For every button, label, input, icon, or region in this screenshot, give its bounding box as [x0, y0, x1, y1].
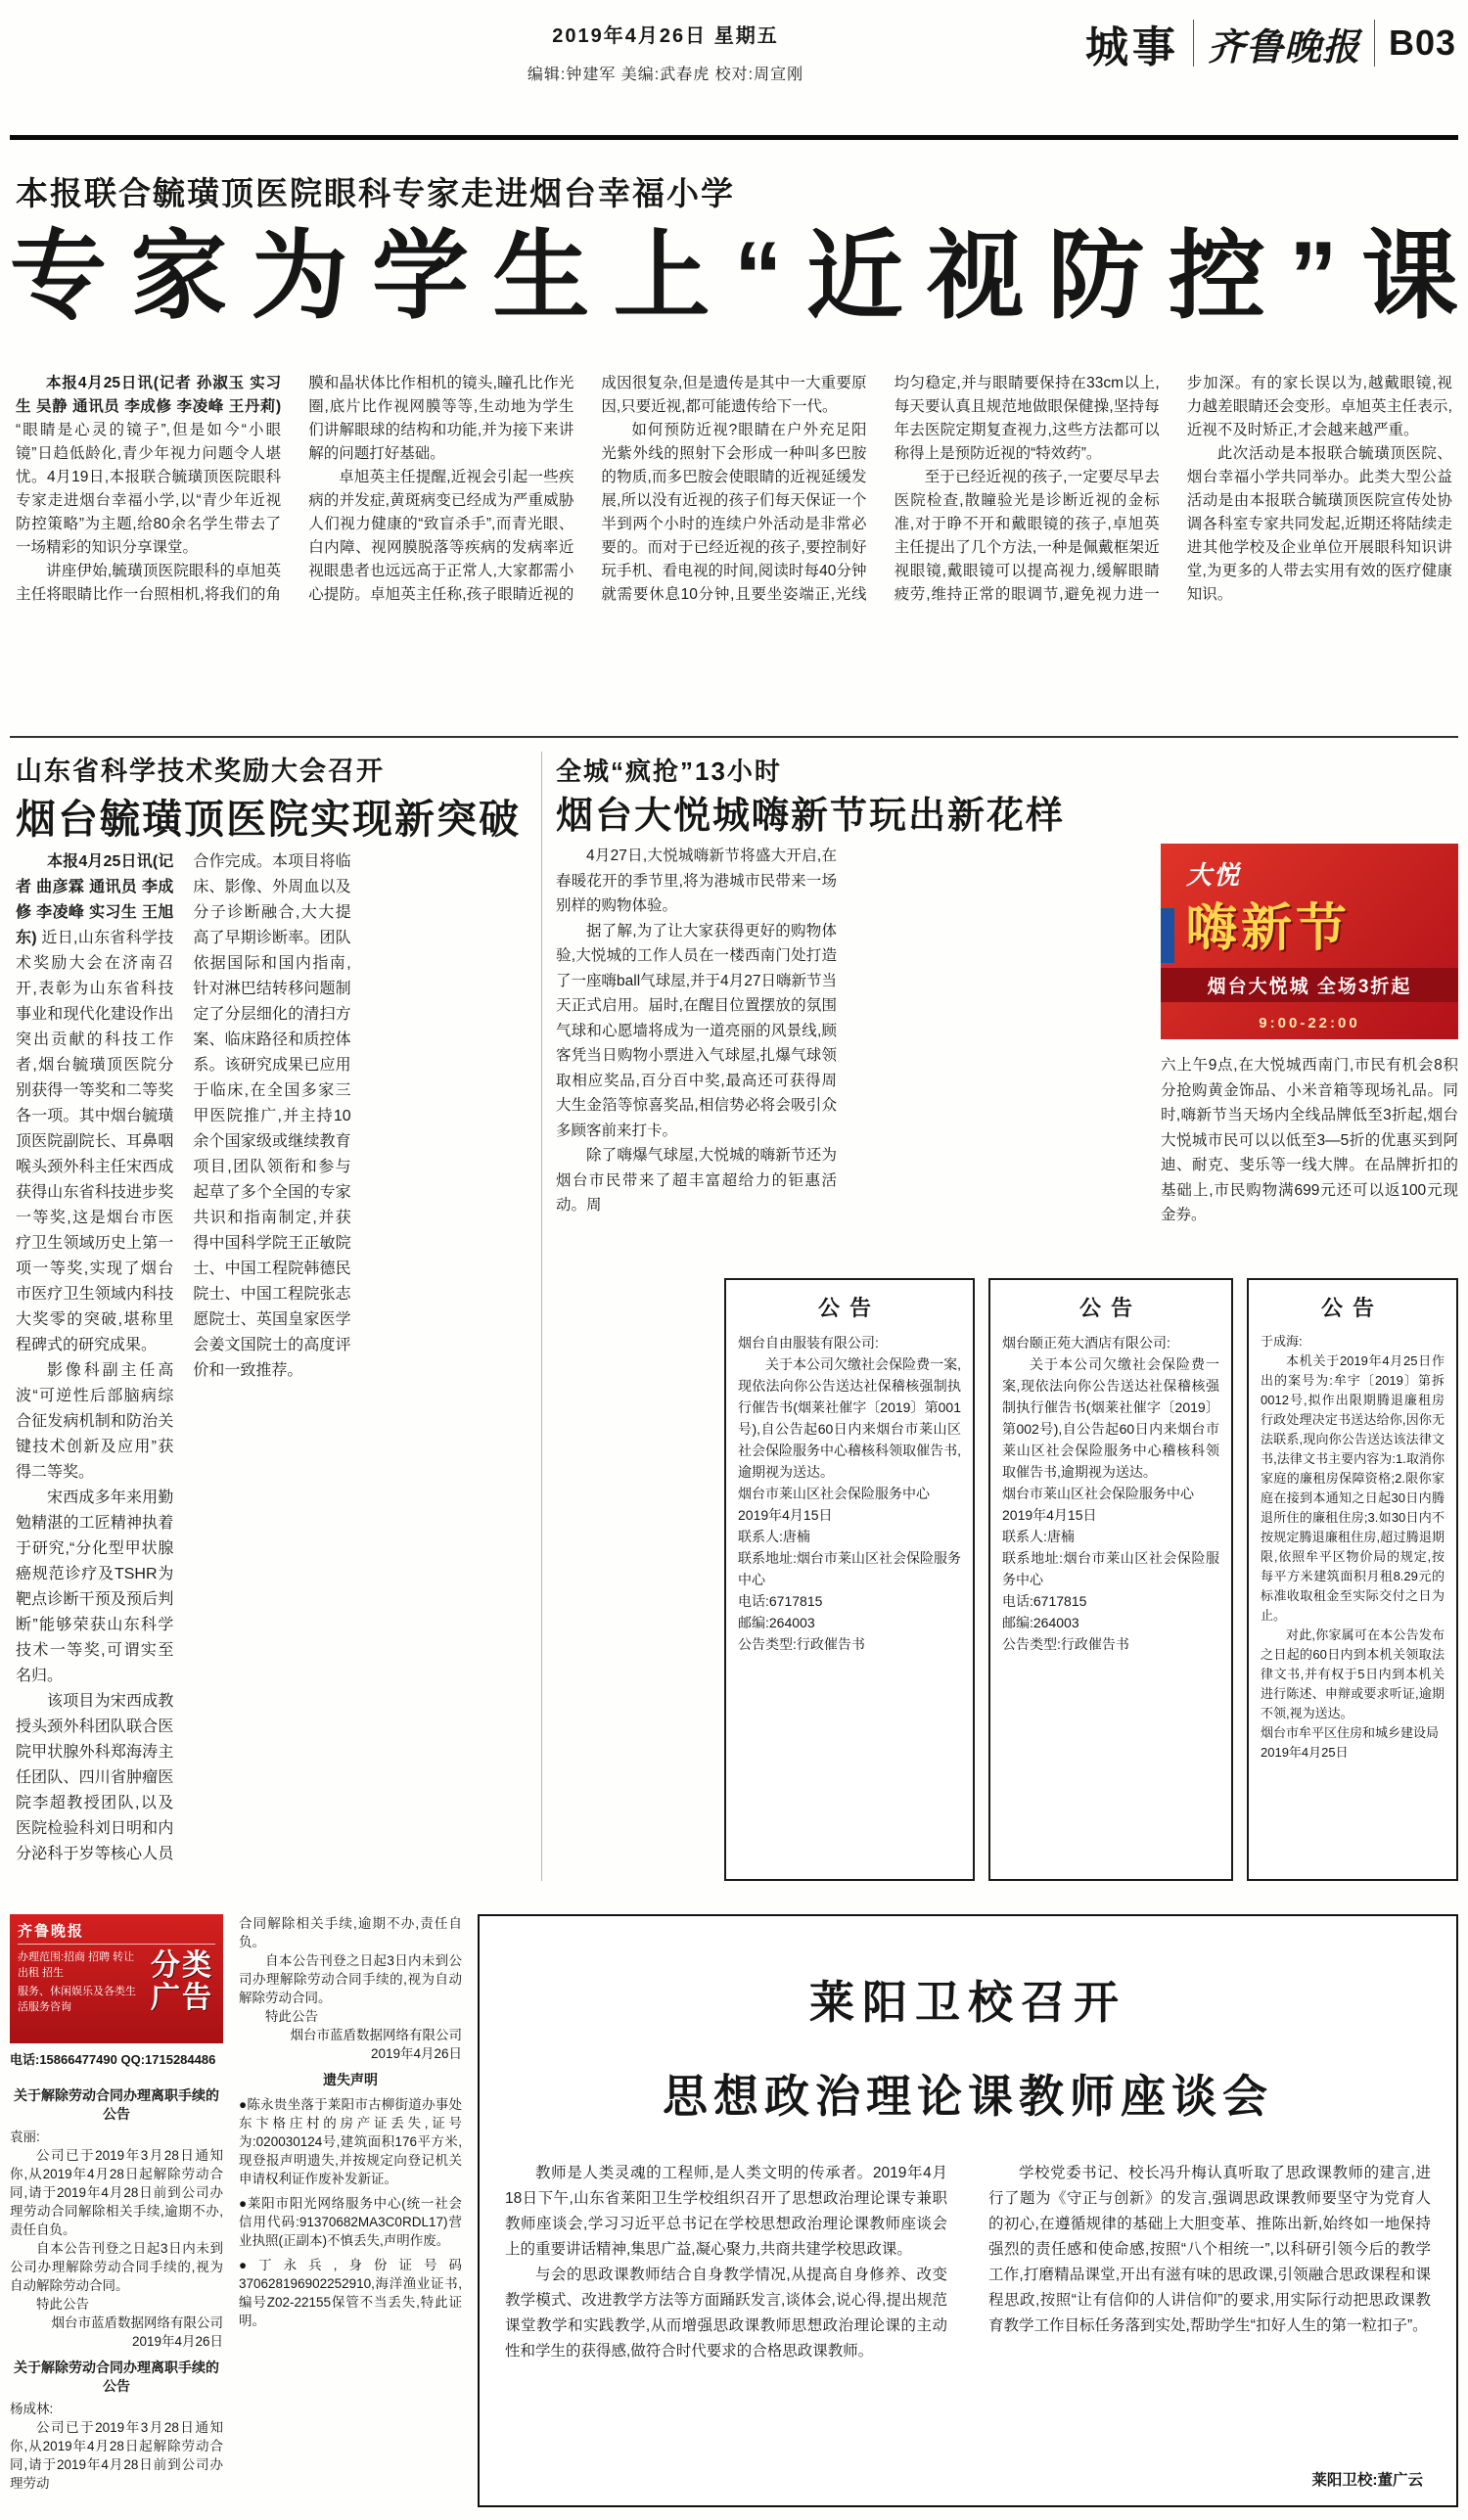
paragraph: 教师是人类灵魂的工程师,是人类文明的传承者。2019年4月18日下午,山东省莱阳卫生学校组织召开了思想政治理论课专兼职教师座谈会,学习习近平总书记在学校思想政治理论课教师座谈会上的重要讲话精神,集思广益,凝心聚力,共商共建学校思政课。: [505, 2165, 947, 2258]
block-p0: 公告类型:行政催告书: [738, 1636, 865, 1652]
block-p0: 于成海:: [1261, 1334, 1303, 1349]
promo-hours: 9:00-22:00: [1259, 1015, 1360, 1031]
paragraph: 据了解,为了让大家获得更好的购物体验,大悦城的工作人员在一楼西南门处打造了一座嗨ball气球屋,并于4月27日嗨新节当天正式启用。届时,在醒目位置摆放的氛围气球和心愿墙将成为一道亮丽的风景线,顾客凭当日购物小票进入气球屋,扎爆气球领取相应奖品,百分百中奖,最高还可获得周大生金箔等惊喜奖品,相信势必将会吸引众多顾客前来打卡。: [556, 922, 837, 1139]
paragraph: 除了嗨爆气球屋,大悦城的嗨新节还为烟台市民带来了超丰富超给力的钜惠活动。周: [556, 1147, 837, 1214]
paragraph: 卓旭英主任提醒,近视会引起一些疾病的并发症,黄斑病变已经成为严重威胁人们视力健康的“致盲杀手”,而青光眼、白内障、视网膜脱落等疾病的发病率近视眼患者也远远高于正常人,大家都需小心提防。卓旭英主任称,孩子眼睛近视的成因很复杂,但是遗传是其中一大重要原因,只要近视,都可能遗传给下一代。: [308, 375, 867, 603]
lead-byline: 本报4月25日讯(记者 孙淑玉 实习生 吴静 通讯员 李成修 李凌峰 王丹莉): [16, 375, 282, 415]
classified-banner-title: 分类广告: [151, 1949, 213, 2014]
paragraph: 与会的思政课教师结合自身教学情况,从提高自身修养、改变教学模式、改进教学方法等方面踊跃发言,谈体会,说心得,提出规范课堂教学和实践教学,从而增强思政课教师思想政治理论课的主动性和学生的获得感,做符合时代要求的合格思政课教师。: [505, 2267, 947, 2360]
block-p0: 杨成林:: [10, 2402, 54, 2416]
award-article-body: [16, 849, 528, 1881]
block-right: 烟台市莱山区社会保险服务中心: [738, 1486, 930, 1501]
classified-column-2: [239, 1914, 462, 2505]
page-number: B03: [1388, 23, 1456, 63]
paragraph: 该项目为宋西成教授头颈外科团队联合医院甲状腺外科郑海涛主任团队、四川省肿瘤医院李超教授团队,以及医院检验科刘日明和内分泌科于岁等核心人员合作完成。本项目将临床、影像、外周血以及分子诊断融合,大大提高了早期诊断率。团队依据国际和国内指南,针对淋巴结转移问题制定了分层细化的清扫方案、临床路径和质控体系。该研究成果已应用于临床,在全国多家三甲医院推广,并主持10余个国家级或继续教育项目,团队领衔和参与起草了多个全国的专家共识和指南制定,并获得中国科学院王正敏院士、中国工程院韩德民院士、中国工程院张志愿院士、英国皇家医学会姜文国院士的高度评价和一致推荐。: [16, 853, 351, 1862]
block-p0: 联系人:唐楠: [1002, 1529, 1075, 1544]
block-p: 自本公告刊登之日起3日内未到公司办理解除劳动合同手续的,视为自动解除劳动合同。: [10, 2241, 223, 2293]
mall-headline: 烟台大悦城嗨新节玩出新花样: [556, 796, 1066, 837]
block-p0: 联系地址:烟台市莱山区社会保险服务中心: [1002, 1550, 1219, 1587]
block-p: 关于本公司欠缴社会保险费一案,现依法向你公告送达社保稽核强制执行催告书(烟莱社催字〔2019〕第001号),自公告起60日内来烟台市莱山区社会保险服务中心稽核科领取催告书,逾期视为送达。: [738, 1356, 961, 1480]
school-headline-line2: 思想政治理论课教师座谈会: [663, 2071, 1273, 2122]
block-p0: 联系人:唐楠: [738, 1529, 810, 1544]
paragraph: 如何预防近视?眼睛在户外充足阳光紫外线的照射下会形成一种叫多巴胺的物质,而多巴胺会使眼睛的近视延缓发展,所以没有近视的孩子们每天保证一个半到两个小时的连续户外活动是非常必要的。而对于已经近视的孩子,要控制好玩手机、看电视的时间,阅读时每40分钟就需要休息10分钟,且要坐姿端正,光线均匀稳定,并与眼睛要保持在33cm以上,每天要认真且规范地做眼保健操,坚持每年去医院定期复查视力,这些方法都可以称得上是预防近视的“特效药”。: [601, 375, 1160, 603]
block-p0: 联系地址:烟台市莱山区社会保险服务中心: [738, 1550, 961, 1587]
block-title: 关于解除劳动合同办理离职手续的公告: [14, 2087, 219, 2122]
notice-1-body: [738, 1332, 961, 1655]
block-right: 烟台市莱山区社会保险服务中心: [1002, 1486, 1194, 1501]
block-p: 自本公告刊登之日起3日内未到公司办理解除劳动合同手续的,视为自动解除劳动合同。: [239, 1953, 462, 2005]
block-p: 关于本公司欠缴社会保险费一案,现依法向你公告送达社保稽核强制执行催告书(烟莱社催字〔2019〕第002号),自公告起60日内来烟台市莱山区社会保险服务中心稽核科领取催告书,逾期视为送达。: [1002, 1356, 1219, 1480]
notice-3-title: 公告: [1320, 1296, 1384, 1320]
school-headline-line1: 莱阳卫校召开: [809, 1977, 1126, 2028]
block-p: 公司已于2019年3月28日通知你,从2019年4月28日起解除劳动合同,请于2019年4月28日前到公司办理劳动: [10, 2420, 223, 2491]
paragraph: 影像科副主任高波“可逆性后部脑病综合征发病机制和防治关键技术创新及应用”获得二等奖。: [16, 1362, 174, 1481]
promo-subtitle: 烟台大悦城 全场3折起: [1161, 968, 1458, 1002]
block-right: 烟台市蓝盾数据网络有限公司: [290, 2028, 462, 2042]
date-line: 2019年4月26日 星期五: [552, 25, 779, 47]
block-p0: 邮编:264003: [1002, 1615, 1079, 1630]
school-signature: 莱阳卫校:董广云: [1311, 2472, 1423, 2489]
section-title: 城事: [1084, 23, 1179, 71]
promo-brand: 大悦: [1186, 860, 1242, 890]
notice-box-2: [988, 1278, 1233, 1881]
block-right: 2019年4月26日: [370, 2046, 462, 2061]
mall-paragraphs: [556, 844, 837, 1218]
promo-blue-tag: [1161, 908, 1174, 963]
classified-scope-lines: [18, 1949, 145, 2018]
classified-ad-banner: [10, 1914, 223, 2043]
block-right: 2019年4月15日: [738, 1507, 833, 1523]
mall-article-body: [556, 844, 1143, 1264]
mall-kicker: 全城“疯抢”13小时: [556, 756, 782, 786]
paragraph: 学校党委书记、校长冯升梅认真听取了思政课教师的建言,进行了题为《守正与创新》的发言,强调思政课教师要坚守为党育人的初心,在遵循规律的基础上大胆变革、推陈出新,始终如一地保持强烈的责任感和使命感,按照“八个相统一”,以科研引领今后的教学工作,打磨精品课堂,开出有滋有味的思政课,引领融合思政课程和课程思政,按照“让有信仰的人讲信仰”的要求,用实际行动把思政课教育教学工作目标任务落到实处,帮助学生“扣好人生的第一粒扣子”。: [988, 2165, 1431, 2334]
classified-scope-line: 服务、休闲娱乐及各类生活服务咨询: [18, 1986, 136, 2013]
block-bullet: ●莱阳市阳光网络服务中心(统一社会信用代码:91370682MA3C0RDL17)营业执照(正副本)不慎丢失,声明作废。: [239, 2196, 462, 2248]
column-divider-rule: [541, 752, 542, 1881]
block-p0: 公告类型:行政催告书: [1002, 1636, 1129, 1652]
award-first-paragraph: [16, 849, 173, 1358]
block-p0: 袁丽:: [10, 2130, 40, 2144]
block-p: 公司已于2019年3月28日通知你,从2019年4月28日起解除劳动合同,请于2019年4月28日前到公司办理劳动合同解除相关手续,逾期不办,责任自负。: [10, 2148, 223, 2237]
block-p: 本机关于2019年4月25日作出的案号为:牟宇〔2019〕第拆0012号,拟作出限期腾退廉租房行政处理决定书送达给你,因你无法联系,现向你公告送达该法律文书,法律文书主要内容为:1.取消你家庭的廉租房保障资格;2.限你家庭在接到本通知之日起30日内腾退所住的廉租住房;3.如30日内不按规定腾退廉租住房,超过腾退期限,依照牟平区物价局的规定,按每平方米建筑面积月租8.29元的标准收取租金至实际交付之日为止。: [1261, 1353, 1445, 1623]
classified-brand: 齐鲁晚报: [18, 1920, 215, 1945]
header-right: [1085, 12, 1456, 74]
paragraph: 4月27日,大悦城嗨新节将盛大开启,在春暖花开的季节里,将为港城市民带来一场别样的购物体验。: [556, 848, 837, 914]
block-p0: 电话:6717815: [1002, 1593, 1087, 1609]
notice-3-body: [1261, 1332, 1445, 1763]
school-article-box: [478, 1914, 1458, 2507]
block-p0: 电话:6717815: [738, 1593, 823, 1609]
paragraph: 此次活动是本报联合毓璜顶医院、烟台幸福小学共同举办。此类大型公益活动是由本报联合毓璜顶医院宣传处协调各科室专家共同发起,近期还将陆续走进其他学校及企业单位开展眼科知识讲堂,为更多的人带去实用有效的医疗健康知识。: [1186, 445, 1452, 603]
block-p0: 合同解除相关手续,逾期不办,责任自负。: [239, 1916, 462, 1949]
block-p0: 烟台自由服装有限公司:: [738, 1335, 879, 1351]
block-right: 2019年4月15日: [1002, 1507, 1097, 1523]
paragraph: 宋西成多年来用勤勉精湛的工匠精神执着于研究,“分化型甲状腺癌规范诊疗及TSHR为靶点诊断干预及预后判断”能够荣获山东科学技术一等奖,可谓实至名归。: [16, 1489, 174, 1684]
classified-scope-line: 办理范围:招商 招聘 转让 出租 招生: [18, 1951, 135, 1979]
block-title: 关于解除劳动合同办理离职手续的公告: [14, 2360, 219, 2394]
award-kicker: 山东省科学技术奖励大会召开: [16, 756, 385, 786]
block-right: 2019年4月26日: [131, 2334, 223, 2349]
block-right: 烟台市蓝盾数据网络有限公司: [51, 2315, 223, 2330]
staff-line: 编辑:钟建军 美编:武春虎 校对:周宣刚: [527, 67, 804, 83]
mall-promo-ad: [1161, 844, 1458, 1039]
notice-box-3: [1247, 1278, 1458, 1881]
award-headline: 烟台毓璜顶医院实现新突破: [16, 797, 521, 842]
notice-2-body: [1002, 1332, 1219, 1655]
block-p0: 烟台颐正苑大酒店有限公司:: [1002, 1335, 1170, 1351]
header-divider: [1193, 20, 1194, 67]
notice-box-1: [724, 1278, 975, 1881]
classified-contact: 电话:15866477490 QQ:1715284486: [10, 2052, 216, 2067]
block-p: 对此,你家属可在本公告发布之日起的60日内到本机关领取法律文书,并有权于5日内到本机关进行陈述、申辩或要求听证,逾期不领,视为送达。: [1261, 1627, 1445, 1720]
classified-banner-content: [18, 1949, 215, 2018]
notice-1-title: 公告: [817, 1296, 881, 1320]
block-bullet: ●丁永兵,身份证号码370628196902252910,海洋渔业证书,编号Z02-22155保管不当丢失,特此证明。: [239, 2258, 462, 2328]
school-article-body: [505, 2161, 1431, 2454]
section-divider-rule: [10, 736, 1458, 738]
mall-article-continuation: 六上午9点,在大悦城西南门,市民有机会8积分抢购黄金饰品、小米音箱等现场礼品。同时,嗨新节当天场内全线品牌低至3折起,烟台大悦城市民可以以低至3—5折的优惠买到阿迪、耐克、斐乐等一线大牌。在品牌折扣的基础上,市民购物满699元还可以返100元现金券。: [1161, 1057, 1458, 1223]
notice-2-title: 公告: [1078, 1296, 1142, 1320]
header-divider: [1374, 20, 1375, 67]
block-p: 特此公告: [36, 2297, 89, 2312]
lead-first-paragraph: [16, 372, 281, 560]
lead-kicker: 本报联合毓璜顶医院眼科专家走进烟台幸福小学: [16, 175, 735, 211]
promo-title: 嗨新节: [1186, 900, 1352, 957]
lead-text: “眼睛是心灵的镜子”,但是如今“小眼镜”日趋低龄化,青少年视力问题令人堪忧。4月19日,本报联合毓璜顶医院眼科专家走进烟台幸福小学,以“青少年近视防控策略”为主题,给80余名学生带去了一场精彩的知识分享课堂。: [16, 422, 282, 556]
lead-article-body: [16, 372, 1452, 732]
header-center: [294, 20, 1037, 84]
header-rule: [10, 135, 1458, 140]
paragraph: 至于已经近视的孩子,一定要尽早去医院检查,散瞳验光是诊断近视的金标准,对于睁不开和戴眼镜的孩子,卓旭英主任提出了几个方法,一种是佩戴框架近视眼镜,戴眼镜可以提高视力,缓解眼睛疲劳,维持正常的眼调节,避免视力进一步加深。有的家长误以为,越戴眼镜,视力越差眼睛还会变形。卓旭英主任表示,近视不及时矫正,才会越来越严重。: [894, 375, 1452, 603]
masthead-logo: 齐鲁晚报: [1207, 26, 1360, 69]
block-bullet: ●陈永贵坐落于莱阳市古柳街道办事处东卞格庄村的房产证丢失,证号为:020030124号,建筑面积176平方米,现登报声明遗失,并按规定向登记机关申请权利证作废补发新证。: [239, 2097, 462, 2186]
paragraph: 讲座伊始,毓璜顶医院眼科的卓旭英主任将眼睛比作一台照相机,将我们的角膜和晶状体比作相机的镜头,瞳孔比作光圈,底片比作视网膜等等,生动地为学生们讲解眼球的结构和功能,并为接下来讲解的问题打好基础。: [16, 375, 574, 603]
block-right: 2019年4月25日: [1261, 1745, 1349, 1760]
block-right: 烟台市牟平区住房和城乡建设局: [1261, 1725, 1440, 1740]
block-p: 特此公告: [265, 2009, 318, 2024]
block-p0: 邮编:264003: [738, 1615, 815, 1630]
lead-headline: 专家为学生上“近视防控”课: [10, 221, 1458, 330]
award-lead-text: 近日,山东省科学技术奖励大会在济南召开,表彰为山东省科技事业和现代化建设作出突出贡献的科技工作者,烟台毓璜顶医院分别获得一等奖和二等奖各一项。其中烟台毓璜顶医院副院长、耳鼻咽喉头颈外科主任宋西成获得山东省科技进步奖一等奖,这是烟台市医疗卫生领域历史上第一项一等奖,实现了烟台市医疗卫生领域内科技大奖零的突破,堪称里程碑式的研究成果。: [16, 930, 174, 1353]
block-title: 遗失声明: [323, 2072, 378, 2087]
award-byline: 本报4月25日讯(记者 曲彦霖 通讯员 李成修 李凌峰 实习生 王旭东): [16, 853, 174, 946]
classified-column-1: [10, 2079, 223, 2505]
